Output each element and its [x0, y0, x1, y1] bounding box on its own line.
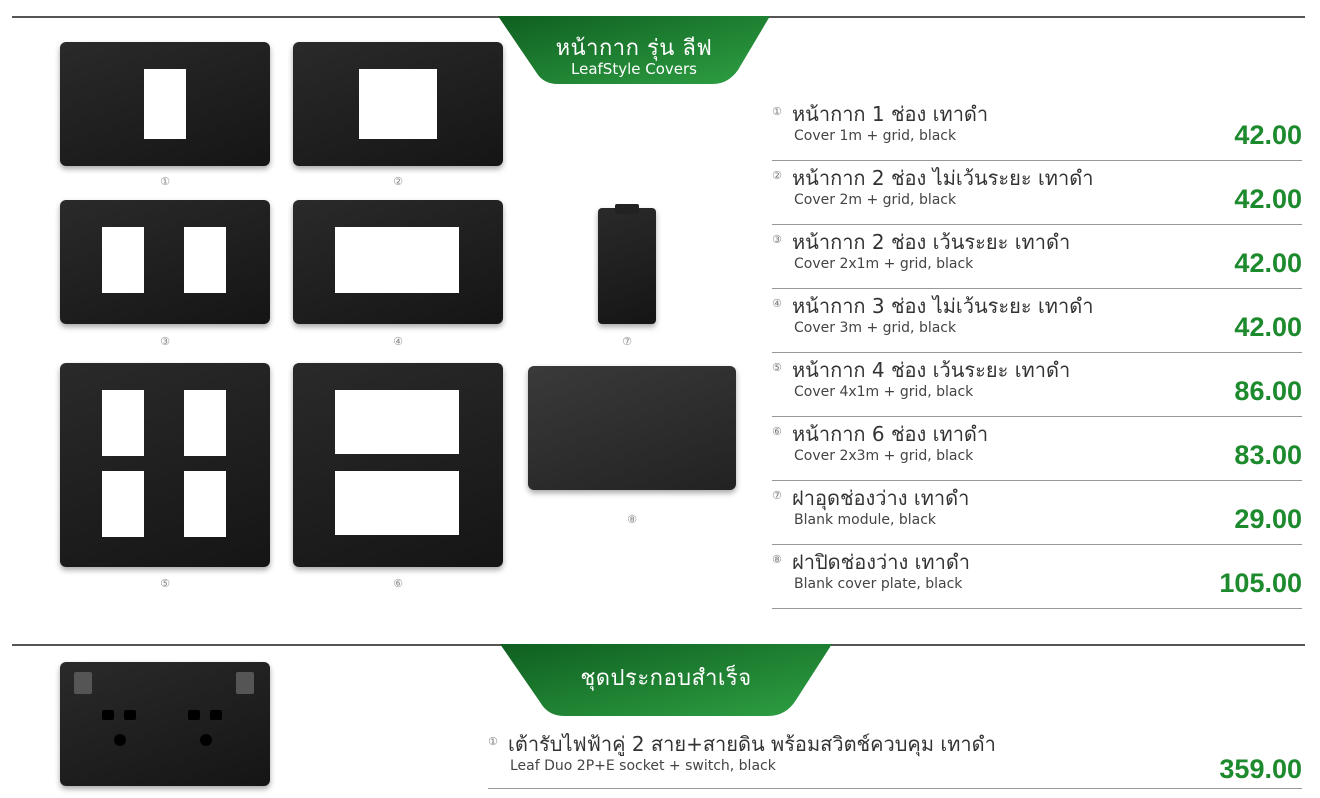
list-item: ⑤ หน้ากาก 4 ช่อง เว้นระยะ เทาดำ Cover 4x1m + grid, black 86.00: [772, 354, 1302, 417]
list-item: ① หน้ากาก 1 ช่อง เทาดำ Cover 1m + grid, black 42.00: [772, 98, 1302, 161]
product-image-blank-cover: [528, 366, 736, 490]
item-name-en: Blank module, black: [794, 512, 937, 528]
product-label-2: ②: [393, 175, 403, 188]
item-name-th: หน้ากาก 4 ช่อง เว้นระยะ เทาดำ: [792, 358, 1071, 382]
item-name-th: เต้ารับไฟฟ้าคู่ 2 สาย+สายดิน พร้อมสวิตช์ควบคุม เทาดำ: [508, 732, 996, 756]
item-name-th: หน้ากาก 2 ช่อง ไม่เว้นระยะ เทาดำ: [792, 166, 1094, 190]
item-name-en: Cover 2m + grid, black: [794, 192, 957, 208]
item-name-en: Cover 3m + grid, black: [794, 320, 957, 336]
list-item: ⑧ ฝาปิดช่องว่าง เทาดำ Blank cover plate, black 105.00: [772, 546, 1302, 609]
product-image-cover-2m: [293, 42, 503, 166]
product-label-6: ⑥: [393, 577, 403, 590]
item-name-en: Cover 2x3m + grid, black: [794, 448, 974, 464]
product-image-cover-2x1m: [60, 200, 270, 324]
item-name-en: Cover 4x1m + grid, black: [794, 384, 974, 400]
item-name-th: หน้ากาก 2 ช่อง เว้นระยะ เทาดำ: [792, 230, 1071, 254]
item-name-en: Leaf Duo 2P+E socket + switch, black: [510, 758, 776, 774]
product-label-8: ⑧: [627, 513, 637, 526]
item-name-th: ฝาอุดช่องว่าง เทาดำ: [792, 486, 970, 510]
item-price: 359.00: [1219, 754, 1302, 784]
banner-title-th: หน้ากาก รุ่น ลีฟ: [555, 36, 713, 61]
item-name-th: หน้ากาก 3 ช่อง ไม่เว้นระยะ เทาดำ: [792, 294, 1094, 318]
item-name-en: Cover 1m + grid, black: [794, 128, 957, 144]
item-name-en: Blank cover plate, black: [794, 576, 963, 592]
item-price: 42.00: [1234, 184, 1302, 214]
product-image-blank-module: [598, 208, 656, 324]
item-name-en: Cover 2x1m + grid, black: [794, 256, 974, 272]
list-item: ⑥ หน้ากาก 6 ช่อง เทาดำ Cover 2x3m + grid, black 83.00: [772, 418, 1302, 481]
item-price: 105.00: [1219, 568, 1302, 598]
product-label-5: ⑤: [160, 577, 170, 590]
section-banner-assembled: [500, 644, 832, 716]
banner-title-en: LeafStyle Covers: [571, 60, 697, 78]
item-name-th: หน้ากาก 1 ช่อง เทาดำ: [792, 102, 989, 126]
banner-title-th: ชุดประกอบสำเร็จ: [580, 666, 752, 691]
list-item: ① เต้ารับไฟฟ้าคู่ 2 สาย+สายดิน พร้อมสวิตช์ควบคุม เทาดำ Leaf Duo 2P+E socket + switch, black 359.00: [488, 728, 1302, 789]
product-image-cover-1m: [60, 42, 270, 166]
list-item: ③ หน้ากาก 2 ช่อง เว้นระยะ เทาดำ Cover 2x1m + grid, black 42.00: [772, 226, 1302, 289]
product-label-3: ③: [160, 335, 170, 348]
product-label-4: ④: [393, 335, 403, 348]
product-image-cover-3m: [293, 200, 503, 324]
product-image-cover-4x1m: [60, 363, 270, 567]
item-price: 86.00: [1234, 376, 1302, 406]
item-price: 29.00: [1234, 504, 1302, 534]
product-label-7: ⑦: [622, 335, 632, 348]
list-item: ⑦ ฝาอุดช่องว่าง เทาดำ Blank module, black 29.00: [772, 482, 1302, 545]
item-name-th: หน้ากาก 6 ช่อง เทาดำ: [792, 422, 989, 446]
product-image-cover-2x3m: [293, 363, 503, 567]
product-image-duo-socket: [60, 662, 270, 786]
item-price: 42.00: [1234, 248, 1302, 278]
item-price: 83.00: [1234, 440, 1302, 470]
item-price: 42.00: [1234, 120, 1302, 150]
item-price: 42.00: [1234, 312, 1302, 342]
section-banner-leafstyle: [498, 16, 770, 84]
product-label-1: ①: [160, 175, 170, 188]
item-name-th: ฝาปิดช่องว่าง เทาดำ: [792, 550, 971, 574]
list-item: ② หน้ากาก 2 ช่อง ไม่เว้นระยะ เทาดำ Cover 2m + grid, black 42.00: [772, 162, 1302, 225]
list-item: ④ หน้ากาก 3 ช่อง ไม่เว้นระยะ เทาดำ Cover 3m + grid, black 42.00: [772, 290, 1302, 353]
